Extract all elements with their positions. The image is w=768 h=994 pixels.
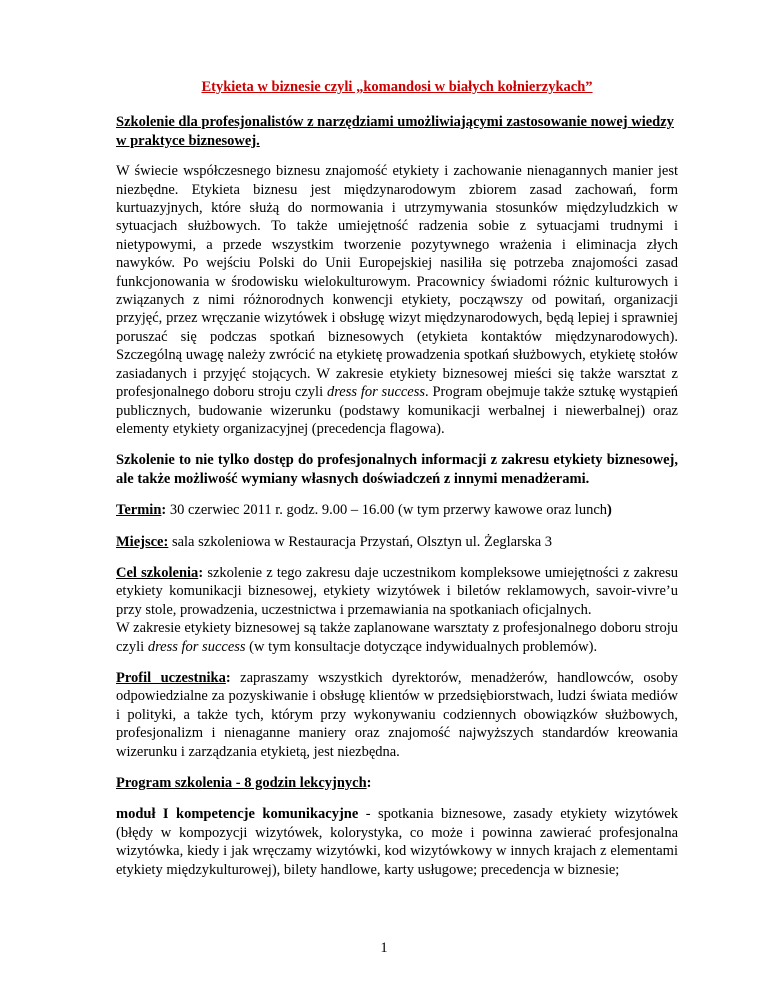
profil-colon: : <box>225 669 231 686</box>
cel-value: szkolenie z tego zakresu daje uczestnikom kompleksowe umiejętności z zakresu etykiety komunikacji biznesowej, etykiety wizytówek i biletów reklamowych, savoir-vivre’u przy stole, prowadzenia, uczestnictwa i przemawiania na spotkaniach oficjalnych. <box>116 564 678 618</box>
program-colon: : <box>366 775 372 791</box>
termin-close: ) <box>607 502 612 519</box>
termin-colon: : <box>161 502 167 519</box>
termin-value: 30 czerwiec 2011 r. godz. 9.00 – 16.00 (w tym przerwy kawowe oraz lunch <box>166 502 608 519</box>
profil-label: Profil uczestnika <box>116 669 226 686</box>
cel-line2-italic: dress for success <box>147 638 246 655</box>
cel-label: Cel szkolenia <box>116 564 199 581</box>
cel-line2-text-2: (w tym konsultacje dotyczące indywidualnych problemów). <box>245 638 598 655</box>
program-heading <box>116 774 678 792</box>
profil-value: zapraszamy wszystkich dyrektorów, menadżerów, handlowców, osoby odpowiedzialne za pozyskiwanie i obsługę klientów w przedsiębiorstwach, ludzi świata mediów i polityki, a także tych, którym przy wykonywaniu codziennych obowiązków służbowych, profesjonalizm i nienaganne maniery oraz znajomość najwyższych standardów kreowania wizerunku i zarządzania etykietą, jest niezbędna. <box>116 669 678 760</box>
cel-paragraph <box>116 564 678 656</box>
cel-colon: : <box>198 564 204 581</box>
miejsce-value: sala szkoleniowa w Restauracja Przystań, Olsztyn ul. Żeglarska 3 <box>168 533 553 550</box>
page-number: 1 <box>380 940 388 956</box>
profil-paragraph <box>116 669 678 761</box>
modul1-paragraph <box>116 805 678 879</box>
highlight-paragraph: Szkolenie to nie tylko dostęp do profesjonalnych informacji z zakresu etykiety biznesowej, ale także możliwość wymiany własnych doświadczeń z innymi menadżerami. <box>116 452 678 487</box>
document-page <box>116 78 678 892</box>
cel-line2-text-1: W zakresie etykiety biznesowej są także zaplanowane warsztaty z profesjonalnego doboru stroju czyli <box>116 620 678 655</box>
termin-label: Termin <box>116 502 162 519</box>
document-subtitle: Szkolenie dla profesjonalistów z narzędziami umożliwiającymi zastosowanie nowej wiedzy w praktyce biznesowej. <box>116 114 674 149</box>
program-label: Program szkolenia - 8 godzin lekcyjnych <box>116 775 367 791</box>
modul1-value: - spotkania biznesowe, zasady etykiety wizytówek (błędy w kompozycji wizytówek, kolorystyka, co może i powinna zawierać profesjonalna wizytówka, kiedy i jak wręczamy wizytówki, kod wizytówkowy w innych krajach z elementami etykiety międzykulturowej), bilety handlowe, karty usługowe; precedencja w biznesie; <box>116 806 678 878</box>
intro-text-2: . Program obejmuje także sztukę wystąpień publicznych, budowanie wizerunku (podstawy komunikacji werbalnej i niewerbalnej) oraz elementy etykiety organizacyjnej (precedencja flagowa). <box>116 384 679 437</box>
intro-text-1: W świecie współczesnego biznesu znajomość etykiety i zachowanie nienagannych manier jest niezbędne. Etykieta biznesu jest międzynarodowym zbiorem zasad zachowań, form kurtuazyjnych, które służą do normowania i utrzymywania stosunków międzyludzkich w sytuacjach służbowych. To także umiejętność radzenia sobie z sytuacjami trudnymi i nietypowymi, a przede wszystkim tworzenie pozytywnego wrażenia i eliminacja złych nawyków. Po wejściu Polski do Unii Europejskiej nasiliła się potrzeba znajomości zasad funkcjonowania w środowisku wielokulturowym. Pracownicy świadomi różnic kulturowych i związanych z nimi różnorodnych konwencji etykiety, począwszy od powitań, organizacji przyjęć, przez wręczanie wizytówek i obsługę wizyt międzynarodowych, będą lepiej i sprawniej poruszać się podczas spotkań biznesowych (etykieta kontaktów międzynarodowych). Szczególną uwagę należy zwrócić na etykietę prowadzenia spotkań służbowych, etykietę stołów zasiadanych i przyjęć stojących. W zakresie etykiety biznesowej mieści się także warsztat z profesjonalnego doboru stroju czyli <box>116 163 678 401</box>
intro-italic: dress for success <box>326 384 426 401</box>
miejsce-label: Miejsce: <box>116 533 169 550</box>
termin-paragraph <box>116 501 678 519</box>
intro-paragraph <box>116 162 678 438</box>
miejsce-paragraph <box>116 533 678 551</box>
document-title: Etykieta w biznesie czyli „komandosi w białych kołnierzykach” <box>201 79 593 95</box>
modul1-label: moduł I kompetencje komunikacyjne <box>116 806 359 823</box>
